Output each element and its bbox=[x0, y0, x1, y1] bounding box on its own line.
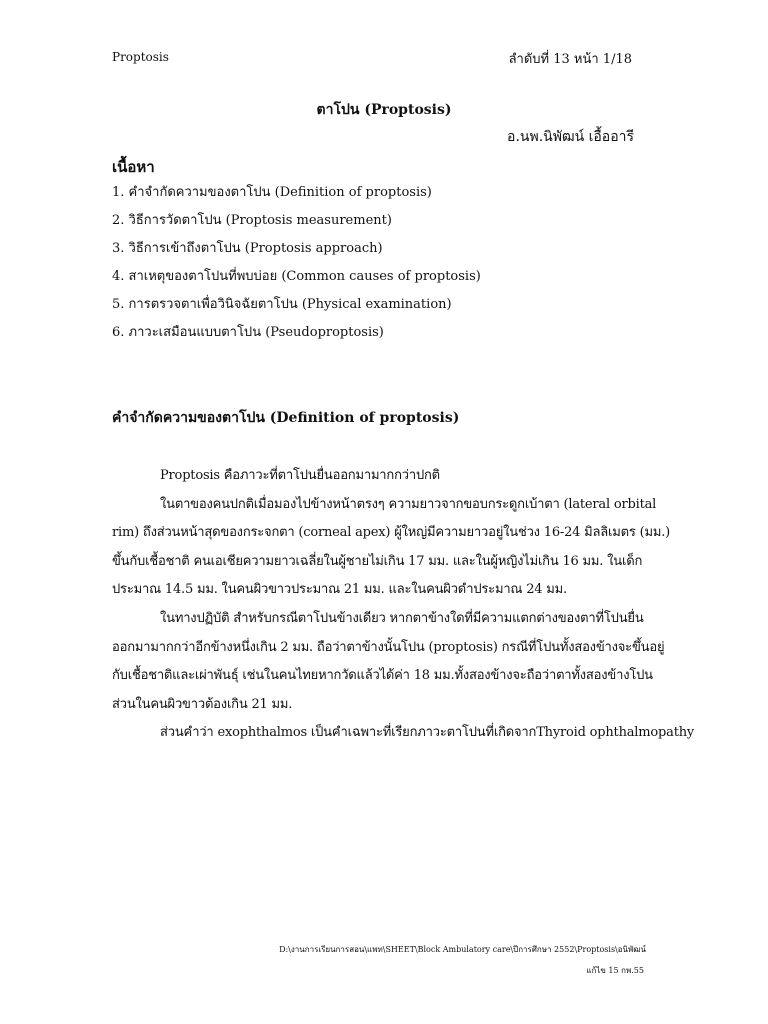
toc-item: 3. วิธีการเข้าถึงตาโปน (Proptosis approach) bbox=[112, 241, 383, 256]
table-of-contents bbox=[112, 184, 481, 352]
text-line: กับเชื้อชาติและเผ่าพันธุ์ เช่นในคนไทยหากวัดแล้วได้ค่า 18 มม.ทั้งสองข้างจะถือว่าตาทั้งสองข้างโปน bbox=[112, 668, 653, 684]
section-heading: คำจำกัดความของตาโปน (Definition of proptosis) bbox=[112, 410, 460, 426]
toc-item: 6. ภาวะเสมือนแบบตาโปน (Pseudoproptosis) bbox=[112, 325, 384, 340]
footer-revision-date: แก้ไข 15 กพ.55 bbox=[586, 966, 644, 975]
text-line: ส่วนคำว่า exophthalmos เป็นคำเฉพาะที่เรียกภาวะตาโปนที่เกิดจากThyroid ophthalmopathy bbox=[160, 725, 695, 741]
document-title: ตาโปน (Proptosis) bbox=[316, 102, 452, 118]
text-line: ประมาณ 14.5 มม. ในคนผิวขาวประมาณ 21 มม. และในคนผิวดำประมาณ 24 มม. bbox=[112, 582, 567, 598]
section-body bbox=[112, 462, 695, 748]
header-doc-name: Proptosis bbox=[112, 50, 169, 64]
text-line: ออกมามากกว่าอีกข้างหนึ่งเกิน 2 มม. ถือว่าตาข้างนั้นโปน (proptosis) กรณีที่โปนทั้งสองข้างจะขึ้นอยู่ bbox=[112, 639, 665, 655]
paragraph bbox=[112, 605, 665, 719]
paragraph bbox=[112, 719, 695, 748]
text-line: ในตาของคนปกติเมื่อมองไปข้างหน้าตรงๆ ความยาวจากขอบกระดูกเบ้าตา (lateral orbital bbox=[160, 496, 657, 512]
toc-item: 4. สาเหตุของตาโปนที่พบบ่อย (Common causes of proptosis) bbox=[112, 269, 481, 284]
contents-heading: เนื้อหา bbox=[112, 158, 155, 176]
toc-item: 1. คำจำกัดความของตาโปน (Definition of proptosis) bbox=[112, 185, 432, 200]
toc-item: 2. วิธีการวัดตาโปน (Proptosis measurement) bbox=[112, 213, 392, 228]
text-line: ขึ้นกับเชื้อชาติ คนเอเชียความยาวเฉลี่ยในผู้ชายไม่เกิน 17 มม. และในผู้หญิงไม่เกิน 16 มม. ในเด็ก bbox=[112, 553, 643, 569]
text-line: rim) ถึงส่วนหน้าสุดของกระจกตา (corneal apex) ผู้ใหญ่มีความยาวอยู่ในช่วง 16-24 มิลลิเมตร (มม.) bbox=[112, 525, 671, 541]
author-name: อ.นพ.นิพัฒน์ เอื้ออารี bbox=[507, 129, 634, 145]
text-line: Proptosis คือภาวะที่ตาโปนยื่นออกมามากกว่าปกติ bbox=[160, 468, 440, 483]
header-page-number: ลำดับที่ 13 หน้า 1/18 bbox=[508, 52, 632, 67]
text-line: ในทางปฏิบัติ สำหรับกรณีตาโปนข้างเดียว หากตาข้างใดที่มีความแตกต่างของตาที่โปนยื่น bbox=[160, 610, 644, 626]
text-line: ส่วนในคนผิวขาวต้องเกิน 21 มม. bbox=[112, 696, 293, 712]
footer-file-path: D:\งานการเรียนการสอน\แพท\SHEET\Block Ambulatory care\ปีการศึกษา 2552\Proptosis\อนิพัฒน์ bbox=[279, 945, 646, 954]
paragraph bbox=[112, 491, 671, 605]
paragraph bbox=[112, 462, 648, 491]
toc-item: 5. การตรวจตาเพื่อวินิจฉัยตาโปน (Physical examination) bbox=[112, 297, 452, 312]
